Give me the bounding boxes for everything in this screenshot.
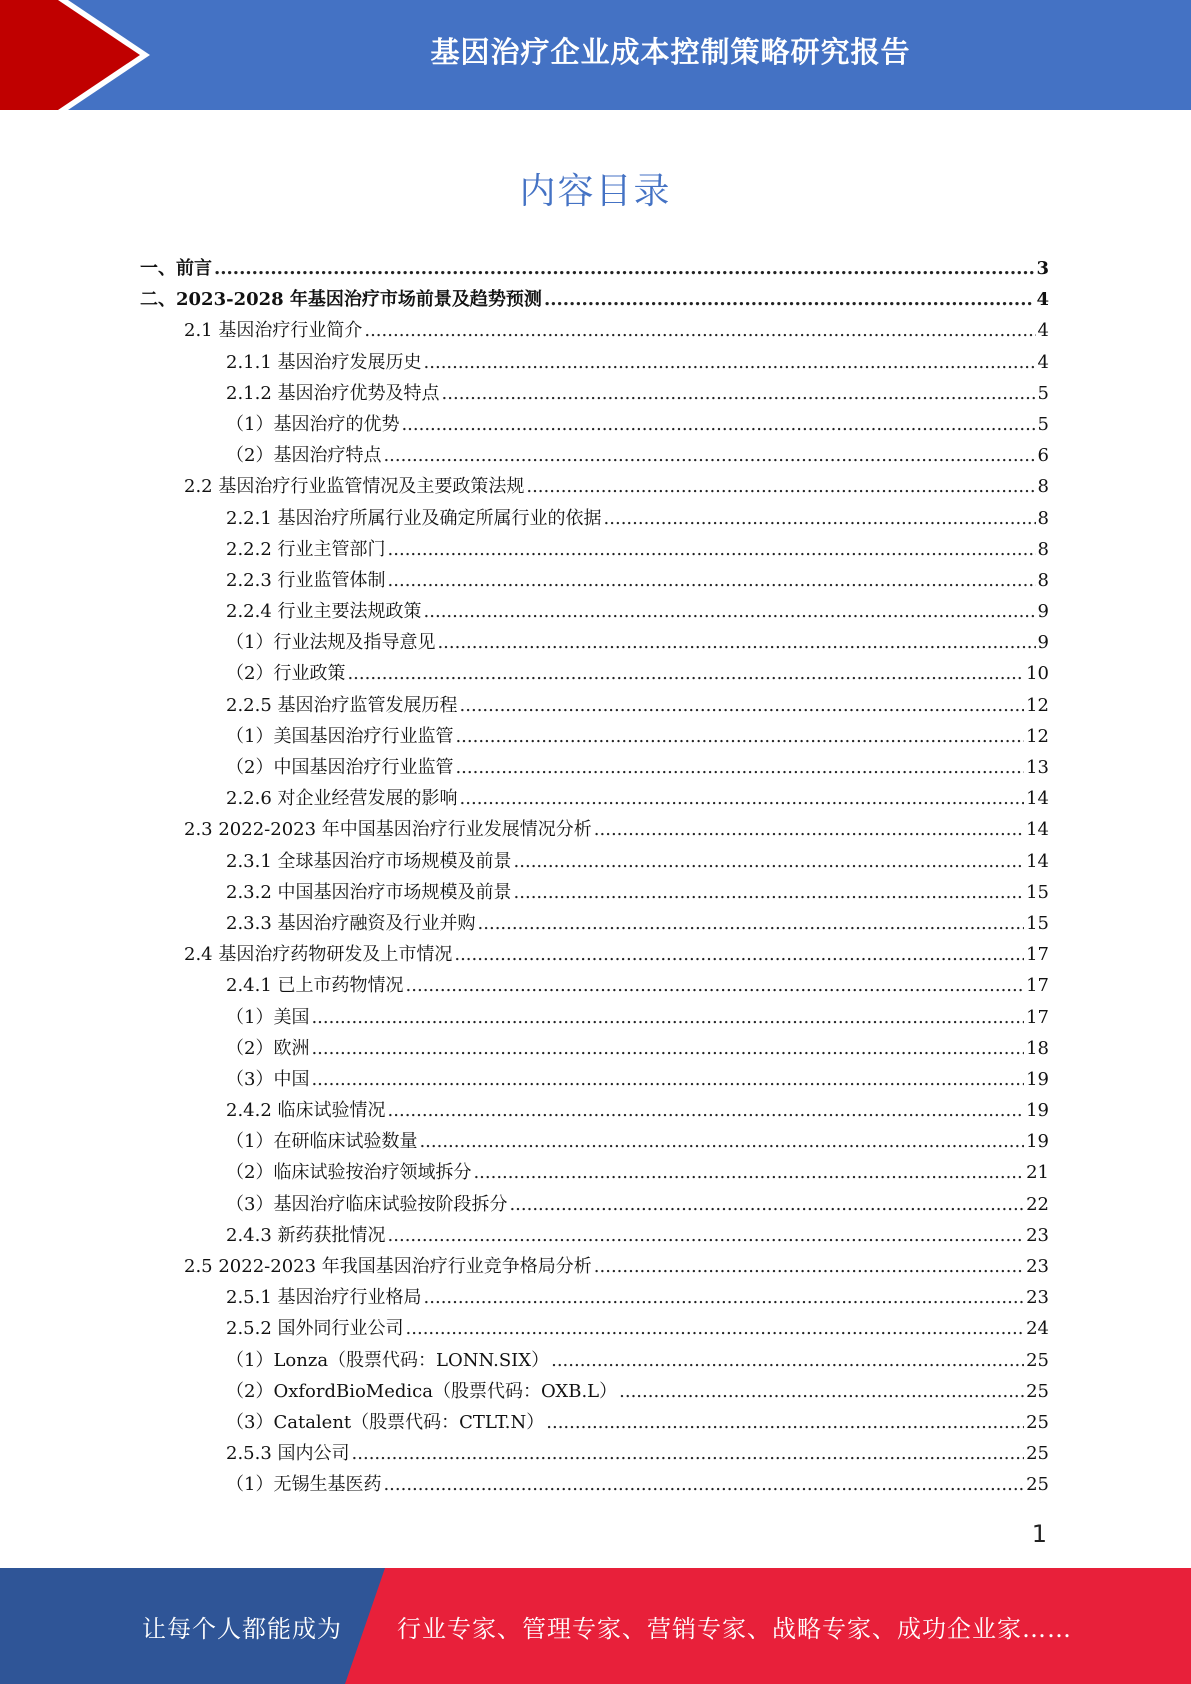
toc-dot-leader: [347, 658, 1024, 689]
toc-entry-page: 3: [1036, 258, 1049, 279]
toc-entry-label: （1）美国基因治疗行业监管: [226, 725, 454, 747]
toc-dot-leader: [419, 1126, 1024, 1157]
toc-dot-leader: [442, 378, 1036, 409]
toc-entry[interactable]: [140, 877, 1049, 908]
toc-entry[interactable]: [140, 284, 1049, 315]
toc-entry[interactable]: [140, 440, 1049, 471]
toc-entry[interactable]: [140, 1282, 1049, 1313]
toc-entry-label: （2）中国基因治疗行业监管: [226, 757, 454, 778]
toc-dot-leader: [604, 503, 1036, 534]
toc-entry-page: 4: [1037, 320, 1049, 342]
toc-entry-page: 15: [1026, 912, 1049, 934]
toc-dot-leader: [619, 1376, 1024, 1407]
toc-entry[interactable]: [140, 315, 1049, 346]
toc-entry-page: 19: [1026, 1131, 1049, 1153]
toc-entry[interactable]: [140, 1002, 1049, 1033]
toc-dot-leader: [388, 534, 1036, 565]
toc-dot-leader: [383, 1469, 1024, 1500]
toc-dot-leader: [406, 1313, 1025, 1344]
toc-entry[interactable]: [140, 1064, 1049, 1095]
toc-entry-label: （1）在研临床试验数量: [226, 1131, 418, 1153]
toc-dot-leader: [437, 627, 1035, 658]
toc-entry-label: 2.2.1 基因治疗所属行业及确定所属行业的依据: [226, 507, 602, 529]
toc-entry-label: 2.1 基因治疗行业简介: [184, 320, 363, 342]
toc-entry-label: 2.1.2 基因治疗优势及特点: [226, 382, 440, 404]
toc-entry-label: 一、前言: [140, 258, 212, 279]
toc-entry-page: 15: [1026, 881, 1049, 903]
toc-entry-page: 19: [1026, 1068, 1049, 1090]
toc-entry[interactable]: [140, 970, 1049, 1001]
toc-entry-label: （2）临床试验按治疗领域拆分: [226, 1162, 472, 1184]
toc-dot-leader: [383, 440, 1035, 471]
toc-entry-page: 13: [1026, 757, 1049, 778]
toc-entry-page: 9: [1037, 601, 1049, 623]
toc-dot-leader: [478, 908, 1025, 939]
toc-entry-page: 12: [1026, 725, 1049, 747]
toc-entry-label: （3）基因治疗临床试验按阶段拆分: [226, 1193, 508, 1215]
toc-dot-leader: [460, 783, 1025, 814]
toc-dot-leader: [594, 814, 1024, 845]
page-number: 1: [1031, 1520, 1047, 1548]
toc-entry[interactable]: [140, 1126, 1049, 1157]
toc-dot-leader: [352, 1438, 1025, 1469]
toc-entry-label: 2.5.2 国外同行业公司: [226, 1318, 404, 1340]
toc-entry[interactable]: [140, 721, 1049, 752]
toc-entry[interactable]: [140, 690, 1049, 721]
toc-entry[interactable]: [140, 347, 1049, 378]
toc-entry-label: 2.2 基因治疗行业监管情况及主要政策法规: [184, 476, 525, 498]
toc-entry-label: （3）中国: [226, 1068, 310, 1090]
toc-entry-label: （1）Lonza（股票代码：LONN.SIX）: [226, 1349, 550, 1371]
toc-entry[interactable]: [140, 1157, 1049, 1188]
toc-entry[interactable]: [140, 846, 1049, 877]
toc-dot-leader: [388, 565, 1036, 596]
toc-dot-leader: [551, 1345, 1024, 1376]
toc-entry-page: 25: [1026, 1474, 1049, 1496]
toc-entry-label: 2.5.1 基因治疗行业格局: [226, 1287, 422, 1309]
toc-entry-page: 22: [1026, 1193, 1049, 1215]
toc-entry[interactable]: [140, 409, 1049, 440]
toc-entry-label: （2）基因治疗特点: [226, 445, 382, 467]
toc-dot-leader: [594, 1251, 1024, 1282]
toc-entry-label: 2.2.2 行业主管部门: [226, 538, 386, 560]
toc-entry-label: （2）欧洲: [226, 1037, 310, 1059]
toc-entry-page: 4: [1037, 351, 1049, 373]
toc-entry-label: （2）OxfordBioMedica（股票代码：OXB.L）: [226, 1380, 618, 1402]
toc-dot-leader: [546, 1407, 1024, 1438]
toc-dot-leader: [424, 1282, 1025, 1313]
toc-entry-page: 6: [1037, 445, 1049, 467]
toc-dot-leader: [401, 409, 1035, 440]
toc-entry-label: 2.4 基因治疗药物研发及上市情况: [184, 944, 453, 966]
toc-entry[interactable]: [140, 1313, 1049, 1344]
toc-entry-label: （3）Catalent（股票代码：CTLT.N）: [226, 1411, 545, 1433]
toc-entry[interactable]: [140, 1438, 1049, 1469]
toc-dot-leader: [214, 253, 1034, 284]
toc-entry[interactable]: [140, 1469, 1049, 1500]
toc-entry-page: 8: [1037, 507, 1049, 529]
toc-entry[interactable]: [140, 658, 1049, 689]
toc-entry-label: 2.4.2 临床试验情况: [226, 1100, 386, 1122]
toc-dot-leader: [311, 1033, 1024, 1064]
toc-entry-page: 14: [1026, 819, 1049, 841]
toc-entry-page: 19: [1026, 1100, 1049, 1122]
toc-entry[interactable]: [140, 1033, 1049, 1064]
toc-dot-leader: [424, 347, 1036, 378]
table-of-contents: [140, 253, 1049, 1501]
toc-entry-page: 5: [1037, 382, 1049, 404]
toc-dot-leader: [311, 1064, 1024, 1095]
toc-dot-leader: [311, 1002, 1024, 1033]
toc-dot-leader: [544, 284, 1035, 315]
toc-entry-label: 2.5.3 国内公司: [226, 1443, 350, 1465]
toc-entry-page: 23: [1026, 1287, 1049, 1309]
toc-entry[interactable]: [140, 378, 1049, 409]
toc-entry-label: 2.4.3 新药获批情况: [226, 1224, 386, 1246]
toc-entry-page: 25: [1026, 1349, 1049, 1371]
toc-entry-label: （1）行业法规及指导意见: [226, 632, 436, 654]
toc-dot-leader: [454, 939, 1024, 970]
toc-entry[interactable]: [140, 1345, 1049, 1376]
report-title: 基因治疗企业成本控制策略研究报告: [430, 34, 911, 69]
toc-entry[interactable]: [140, 1251, 1049, 1282]
toc-entry-page: 17: [1026, 944, 1049, 966]
toc-entry[interactable]: [140, 627, 1049, 658]
toc-entry[interactable]: [140, 1407, 1049, 1438]
toc-dot-leader: [473, 1157, 1024, 1188]
toc-entry-label: 2.3.3 基因治疗融资及行业并购: [226, 912, 476, 934]
toc-entry-page: 14: [1026, 788, 1049, 810]
toc-dot-leader: [514, 877, 1025, 908]
toc-entry-page: 21: [1026, 1162, 1049, 1184]
toc-entry-page: 8: [1037, 538, 1049, 560]
toc-entry[interactable]: [140, 814, 1049, 845]
toc-entry-page: 8: [1037, 569, 1049, 591]
toc-entry[interactable]: [140, 596, 1049, 627]
toc-entry-label: 2.2.6 对企业经营发展的影响: [226, 788, 458, 810]
page-header: [0, 0, 1191, 110]
footer-slogan-right: 行业专家、管理专家、营销专家、战略专家、成功企业家……: [397, 1614, 1072, 1643]
toc-entry-label: 2.4.1 已上市药物情况: [226, 975, 404, 997]
toc-entry-page: 24: [1026, 1318, 1049, 1340]
toc-entry-label: 2.5 2022-2023 年我国基因治疗行业竞争格局分析: [184, 1256, 592, 1277]
toc-dot-leader: [509, 1189, 1024, 1220]
toc-entry-page: 5: [1037, 413, 1049, 435]
toc-dot-leader: [455, 752, 1024, 783]
toc-entry-page: 25: [1026, 1411, 1049, 1433]
toc-entry-label: 2.1.1 基因治疗发展历史: [226, 351, 422, 373]
toc-entry[interactable]: [140, 752, 1049, 783]
toc-entry[interactable]: [140, 565, 1049, 596]
toc-entry-page: 23: [1026, 1224, 1049, 1246]
toc-dot-leader: [514, 846, 1025, 877]
toc-entry[interactable]: [140, 503, 1049, 534]
toc-entry[interactable]: [140, 1189, 1049, 1220]
toc-dot-leader: [455, 721, 1024, 752]
toc-entry[interactable]: [140, 534, 1049, 565]
toc-entry-label: 二、2023-2028 年基因治疗市场前景及趋势预测: [140, 289, 542, 311]
toc-entry-label: 2.3 2022-2023 年中国基因治疗行业发展情况分析: [184, 819, 592, 841]
toc-entry[interactable]: [140, 939, 1049, 970]
toc-entry-page: 17: [1026, 975, 1049, 997]
toc-entry-label: 2.3.1 全球基因治疗市场规模及前景: [226, 850, 512, 872]
page-footer: [0, 1568, 1191, 1684]
toc-entry[interactable]: [140, 1376, 1049, 1407]
toc-entry-page: 8: [1037, 476, 1049, 498]
toc-dot-leader: [424, 596, 1036, 627]
toc-entry[interactable]: [140, 1095, 1049, 1126]
toc-entry-page: 18: [1026, 1037, 1049, 1059]
toc-dot-leader: [406, 970, 1025, 1001]
toc-entry[interactable]: [140, 908, 1049, 939]
toc-dot-leader: [388, 1095, 1025, 1126]
toc-entry-label: 2.2.5 基因治疗监管发展历程: [226, 694, 458, 716]
toc-entry-label: （1）美国: [226, 1006, 310, 1028]
toc-entry[interactable]: [140, 1220, 1049, 1251]
toc-entry[interactable]: [140, 783, 1049, 814]
toc-entry-page: 25: [1026, 1380, 1049, 1402]
toc-entry-page: 23: [1026, 1256, 1049, 1277]
toc-entry-page: 12: [1026, 694, 1049, 716]
toc-heading: 内容目录: [519, 171, 672, 212]
toc-entry-page: 25: [1026, 1443, 1049, 1465]
toc-entry[interactable]: [140, 253, 1049, 284]
toc-entry-label: 2.3.2 中国基因治疗市场规模及前景: [226, 881, 512, 903]
toc-dot-leader: [526, 471, 1035, 502]
toc-entry-label: 2.2.4 行业主要法规政策: [226, 601, 422, 623]
toc-dot-leader: [388, 1220, 1025, 1251]
toc-entry-page: 17: [1026, 1006, 1049, 1028]
toc-entry-label: （2）行业政策: [226, 663, 346, 685]
toc-entry[interactable]: [140, 471, 1049, 502]
toc-entry-label: （1）无锡生基医药: [226, 1474, 382, 1496]
footer-slogan-left: 让每个人都能成为: [142, 1614, 342, 1643]
toc-dot-leader: [460, 690, 1025, 721]
toc-entry-label: 2.2.3 行业监管体制: [226, 569, 386, 591]
toc-entry-page: 10: [1026, 663, 1049, 685]
toc-entry-label: （1）基因治疗的优势: [226, 413, 400, 435]
toc-entry-page: 14: [1026, 850, 1049, 872]
toc-entry-page: 9: [1037, 632, 1049, 654]
header-chevron-icon: [0, 0, 160, 110]
toc-dot-leader: [364, 315, 1035, 346]
toc-entry-page: 4: [1036, 289, 1049, 311]
